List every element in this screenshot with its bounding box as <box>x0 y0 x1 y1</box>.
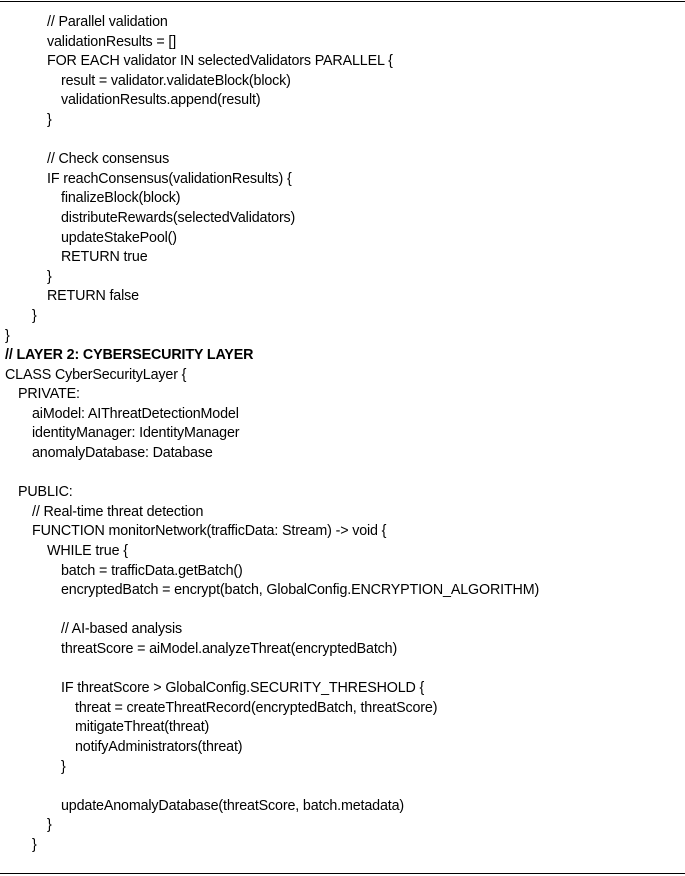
code-line: // Parallel validation <box>47 14 168 30</box>
code-line: FOR EACH validator IN selectedValidators PARALLEL { <box>47 53 393 70</box>
blank-line <box>0 464 539 484</box>
code-line: } <box>32 307 37 324</box>
code-line: updateStakePool() <box>61 229 177 246</box>
code-line: anomalyDatabase: Database <box>32 445 213 462</box>
code-line: // Check consensus <box>47 151 170 168</box>
code-line: } <box>47 111 52 128</box>
code-line: identityManager: IdentityManager <box>32 425 240 442</box>
code-line: result = validator.validateBlock(block) <box>61 72 291 89</box>
code-line: IF reachConsensus(validationResults) { <box>47 170 292 187</box>
code-line: finalizeBlock(block) <box>61 190 181 207</box>
code-line: aiModel: AIThreatDetectionModel <box>32 405 239 422</box>
code-line: } <box>47 268 52 285</box>
code-line: } <box>47 817 52 834</box>
blank-line <box>0 131 539 151</box>
code-line: } <box>32 836 37 853</box>
code-line: RETURN false <box>47 288 139 305</box>
code-line: FUNCTION monitorNetwork(trafficData: Stream) -> void { <box>32 523 387 540</box>
section-heading: // LAYER 2: CYBERSECURITY LAYER <box>5 347 254 364</box>
code-line: WHILE true { <box>47 543 128 560</box>
code-line: notifyAdministrators(threat) <box>75 738 243 755</box>
code-line: validationResults.append(result) <box>61 92 261 109</box>
code-line: RETURN true <box>61 249 148 266</box>
code-line: updateAnomalyDatabase(threatScore, batch.metadata) <box>61 797 404 814</box>
code-line: encryptedBatch = encrypt(batch, GlobalConfig.ENCRYPTION_ALGORITHM) <box>61 582 540 599</box>
code-listing <box>0 13 539 856</box>
code-line: } <box>61 758 66 775</box>
code-line: validationResults = [] <box>47 33 177 50</box>
code-line: PRIVATE: <box>18 386 80 403</box>
blank-line <box>0 777 539 797</box>
code-line: distributeRewards(selectedValidators) <box>61 209 296 226</box>
bottom-rule <box>0 873 685 874</box>
top-rule <box>0 1 685 2</box>
code-line: } <box>5 327 10 344</box>
blank-line <box>0 660 539 680</box>
code-line: batch = trafficData.getBatch() <box>61 562 243 579</box>
code-line: IF threatScore > GlobalConfig.SECURITY_THRESHOLD { <box>61 680 425 697</box>
code-line: // AI-based analysis <box>61 621 182 638</box>
blank-line <box>0 601 539 621</box>
code-line: CLASS CyberSecurityLayer { <box>5 366 187 383</box>
code-line: PUBLIC: <box>18 484 73 501</box>
code-line: threat = createThreatRecord(encryptedBatch, threatScore) <box>75 699 438 716</box>
code-line: mitigateThreat(threat) <box>75 719 210 736</box>
code-line: // Real-time threat detection <box>32 503 204 520</box>
code-line: threatScore = aiModel.analyzeThreat(encryptedBatch) <box>61 641 398 657</box>
